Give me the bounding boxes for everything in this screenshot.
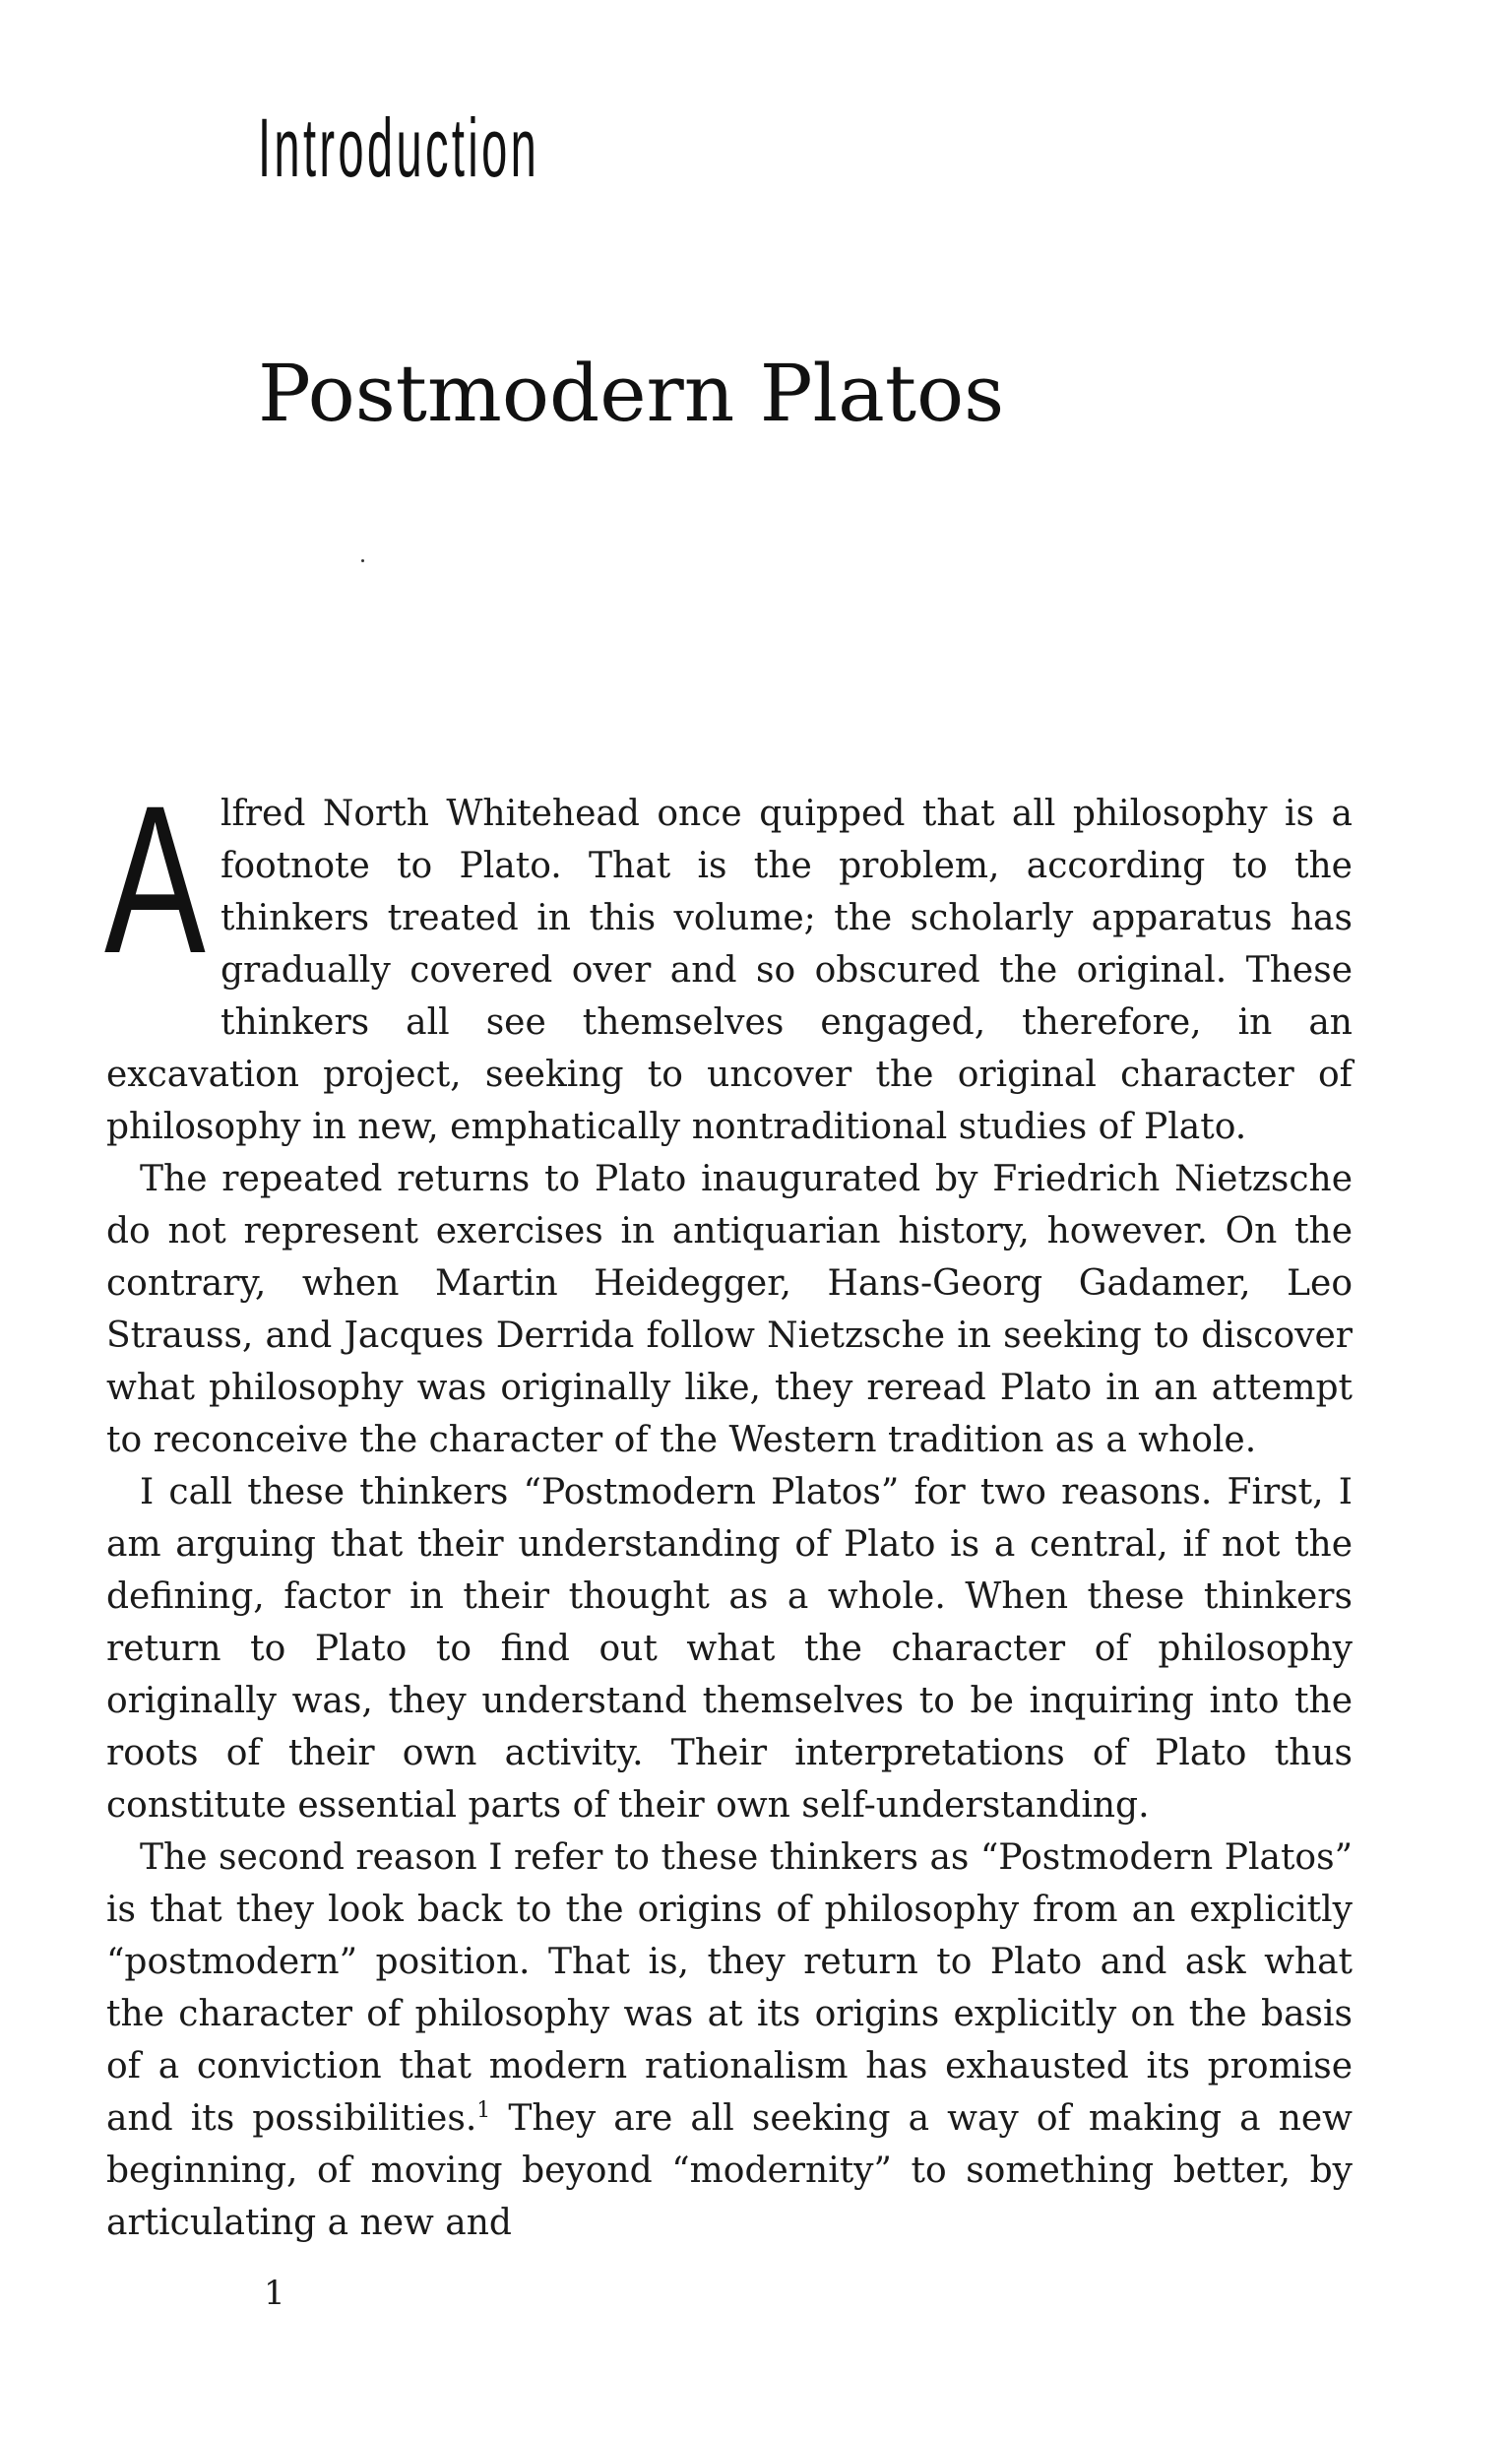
paragraph-4 xyxy=(106,1831,1353,2249)
body-text xyxy=(104,762,1353,2249)
paragraph-4-text-a: The second reason I refer to these thinkers as “Postmodern Platos” is that they look back to the origins of philosophy from an explicitly “postmodern” position. That is, they return to Plato and ask what the character of philosophy was at its origins explicitly on the basis of a conviction that modern rationalism has exhausted its promise and its possibilities. xyxy=(106,1837,1353,2139)
footnote-reference[interactable]: 1 xyxy=(476,2098,491,2123)
page-number: 1 xyxy=(264,2274,285,2313)
print-speck xyxy=(361,559,364,562)
paragraph-4-text-b: They are all seeking a way of making a new beginning, of moving beyond “modernity” to something better, by articulating a new and xyxy=(106,2098,1353,2243)
drop-cap: A xyxy=(104,762,206,997)
paragraph-2: The repeated returns to Plato inaugurated by Friedrich Nietzsche do not represent exercises in antiquarian history, however. On the contrary, when Martin Heidegger, Hans-Georg Gadamer, Leo Strauss, and Jacques Derrida follow Nietzsche in seeking to discover what philosophy was originally like, they reread Plato in an attempt to reconceive the character of the Western tradition as a whole. xyxy=(106,1159,1353,1460)
chapter-title: Postmodern Platos xyxy=(258,348,1005,439)
paragraph-1 xyxy=(104,762,1353,1153)
paragraph-1-text: lfred North Whitehead once quipped that all philosophy is a footnote to Plato. That is the problem, according to the thinkers treated in this volume; the scholarly apparatus has gradually covered over and so obscured the original. These thinkers all see themselves engaged, therefore, in an excavation project, seeking to uncover the original character of philosophy in new, emphatically nontraditional studies of Plato. xyxy=(106,794,1353,1147)
paragraph-3: I call these thinkers “Postmodern Platos” for two reasons. First, I am arguing that their understanding of Plato is a central, if not the defining, factor in their thought as a whole. When these thinkers return to Plato to find out what the character of philosophy originally was, they understand themselves to be inquiring into the roots of their own activity. Their interpretations of Plato thus constitute essential parts of their own self-understanding. xyxy=(106,1472,1353,1826)
chapter-label: Introduction xyxy=(258,101,540,194)
